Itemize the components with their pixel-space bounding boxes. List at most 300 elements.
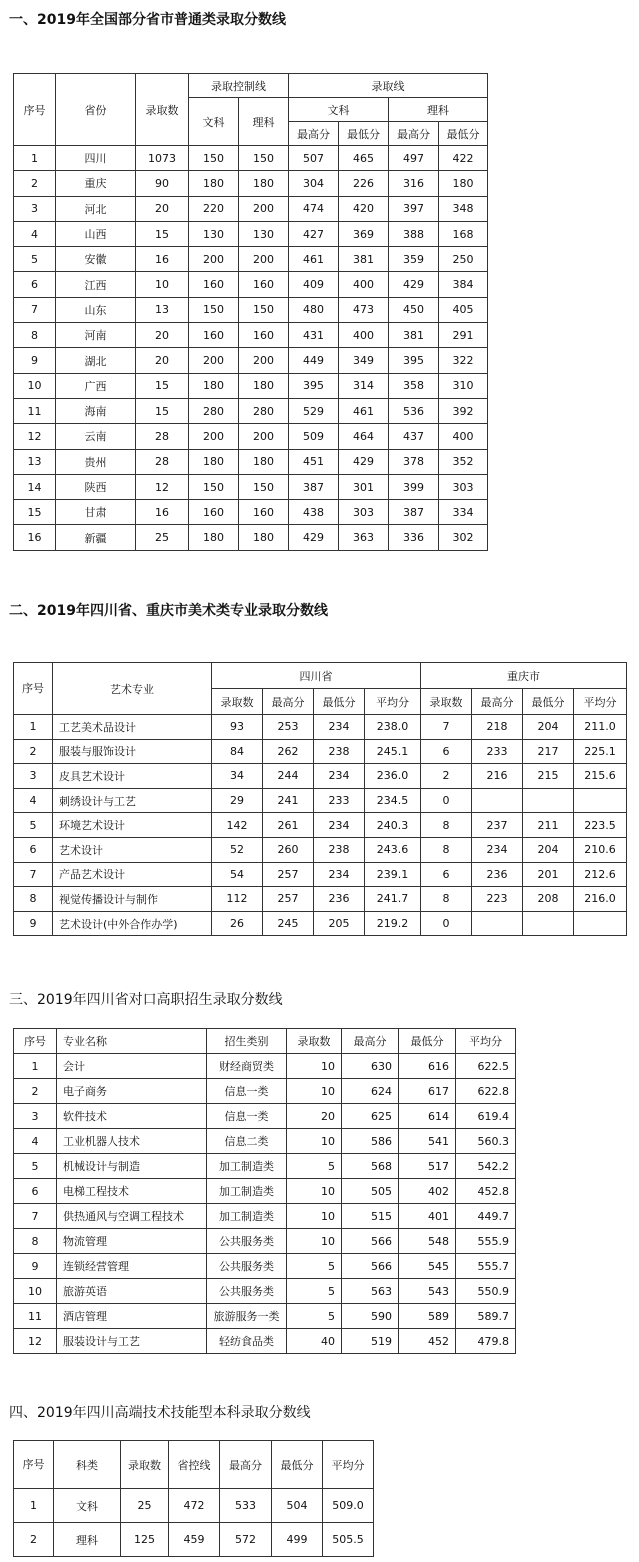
table-cell: 新疆: [56, 525, 136, 550]
table-cell: 0: [421, 788, 472, 813]
table-cell: 1: [14, 146, 56, 171]
table-cell: 223.5: [574, 813, 627, 838]
table-cell: 545: [399, 1254, 456, 1279]
table-cell: 180: [439, 171, 488, 196]
table-row: [14, 813, 627, 838]
table-cell: 9: [14, 911, 53, 936]
table-cell: 427: [289, 221, 339, 246]
table-cell: 信息一类: [207, 1079, 287, 1104]
table-cell: 257: [263, 862, 314, 887]
table-cell: 625: [342, 1104, 399, 1129]
table-cell: 150: [189, 474, 239, 499]
table-cell: 243.6: [365, 837, 421, 862]
table-cell: 7: [14, 1204, 57, 1229]
table-cell: 河北: [56, 196, 136, 221]
table-cell: 信息二类: [207, 1129, 287, 1154]
header-line-arts: 文科: [289, 98, 389, 122]
header-major: 艺术专业: [53, 663, 212, 715]
table-cell: 工艺美术品设计: [53, 715, 212, 740]
table-cell: 431: [289, 323, 339, 348]
table-cell: 加工制造类: [207, 1204, 287, 1229]
table-cell: 543: [399, 1279, 456, 1304]
table-cell: 文科: [54, 1489, 121, 1523]
table-row: [14, 398, 488, 423]
table-cell: 5: [287, 1254, 342, 1279]
table-cell: 海南: [56, 398, 136, 423]
table-cell: 241.7: [365, 887, 421, 912]
table-cell: 234: [314, 764, 365, 789]
table-cell: 湖北: [56, 348, 136, 373]
table-row: [14, 1104, 516, 1129]
table-cell: 13: [136, 297, 189, 322]
table-cell: 614: [399, 1104, 456, 1129]
table-cell: 125: [121, 1523, 169, 1557]
table-cell: 223: [472, 887, 523, 912]
table-cell: 重庆: [56, 171, 136, 196]
table-cell: 437: [389, 424, 439, 449]
table-row: [14, 146, 488, 171]
table-cell: 429: [389, 272, 439, 297]
table-cell: 8: [421, 887, 472, 912]
table-cell: 180: [189, 171, 239, 196]
table-cell: 20: [287, 1104, 342, 1129]
table-cell: 234: [314, 813, 365, 838]
table-cell: 566: [342, 1254, 399, 1279]
table-cell: 10: [136, 272, 189, 297]
table-cell: 334: [439, 500, 488, 525]
column-header: 序号: [14, 1441, 54, 1489]
table-cell: 241: [263, 788, 314, 813]
column-header: 最低分: [399, 1029, 456, 1054]
table-cell: 艺术设计: [53, 837, 212, 862]
table-cell: 395: [389, 348, 439, 373]
table-cell: 6: [14, 837, 53, 862]
table-cell: 384: [439, 272, 488, 297]
table-cell: 5: [14, 247, 56, 272]
table-cell: 180: [239, 171, 289, 196]
table-cell: 机械设计与制造: [57, 1154, 207, 1179]
table-cell: 11: [14, 1304, 57, 1329]
table-cell: 291: [439, 323, 488, 348]
table-cell: 15: [136, 398, 189, 423]
table-cell: 395: [289, 373, 339, 398]
header-province: 省份: [56, 74, 136, 146]
table-cell: 供热通风与空调工程技术: [57, 1204, 207, 1229]
table-cell: 473: [339, 297, 389, 322]
header-sc-avg: 平均分: [365, 689, 421, 715]
table-cell: 422: [439, 146, 488, 171]
table-cell: 358: [389, 373, 439, 398]
table-cell: 262: [263, 739, 314, 764]
table-cell: 物流管理: [57, 1229, 207, 1254]
table-cell: 212.6: [574, 862, 627, 887]
table-cell: 449: [289, 348, 339, 373]
table-cell: 10: [287, 1204, 342, 1229]
table-cell: 238.0: [365, 715, 421, 740]
table-cell: 180: [189, 373, 239, 398]
table-cell: 28: [136, 449, 189, 474]
header-cq-admitted: 录取数: [421, 689, 472, 715]
table-cell: 226: [339, 171, 389, 196]
table-cell: 180: [239, 449, 289, 474]
table-row: [14, 525, 488, 550]
table-cell: 理科: [54, 1523, 121, 1557]
table-cell: 215.6: [574, 764, 627, 789]
header-cq-max: 最高分: [472, 689, 523, 715]
table-cell: 624: [342, 1079, 399, 1104]
table-cell: 公共服务类: [207, 1229, 287, 1254]
table-cell: 399: [389, 474, 439, 499]
table-cell: 200: [189, 247, 239, 272]
table-cell: 260: [263, 837, 314, 862]
table-cell: 253: [263, 715, 314, 740]
table-cell: 541: [399, 1129, 456, 1154]
table-cell: 130: [239, 221, 289, 246]
table-cell: 451: [289, 449, 339, 474]
table-cell: 563: [342, 1279, 399, 1304]
table-cell: 200: [239, 424, 289, 449]
table-cell: 336: [389, 525, 439, 550]
table-cell: 160: [239, 272, 289, 297]
table-cell: 381: [339, 247, 389, 272]
table-cell: [523, 788, 574, 813]
table-cell: 533: [220, 1489, 272, 1523]
table-cell: 10: [287, 1229, 342, 1254]
table-cell: 245.1: [365, 739, 421, 764]
table-cell: 10: [287, 1179, 342, 1204]
table-cell: 10: [287, 1079, 342, 1104]
table-cell: 234: [314, 862, 365, 887]
column-header: 省控线: [169, 1441, 220, 1489]
table-cell: 广西: [56, 373, 136, 398]
table-cell: 517: [399, 1154, 456, 1179]
table-cell: 234.5: [365, 788, 421, 813]
section4-title: 四、2019年四川高端技术技能型本科录取分数线: [9, 1405, 311, 1421]
table-cell: 180: [239, 525, 289, 550]
table-cell: 322: [439, 348, 488, 373]
table-cell: 2: [421, 764, 472, 789]
table-cell: 软件技术: [57, 1104, 207, 1129]
table-cell: 1: [14, 1489, 54, 1523]
table-cell: 3: [14, 196, 56, 221]
section2-title: 二、2019年四川省、重庆市美术类专业录取分数线: [9, 603, 328, 619]
header-sc-admitted: 录取数: [212, 689, 263, 715]
table-cell: 5: [287, 1154, 342, 1179]
table-cell: 245: [263, 911, 314, 936]
table-cell: 201: [523, 862, 574, 887]
section3-title: 三、2019年四川省对口高职招生录取分数线: [9, 992, 283, 1008]
table-cell: 497: [389, 146, 439, 171]
table-cell: 352: [439, 449, 488, 474]
table-cell: 1: [14, 1054, 57, 1079]
table-cell: 465: [339, 146, 389, 171]
table-cell: 旅游英语: [57, 1279, 207, 1304]
table-cell: 20: [136, 348, 189, 373]
table-row: [14, 171, 488, 196]
table-cell: 11: [14, 398, 56, 423]
table-cell: 461: [339, 398, 389, 423]
table-cell: 378: [389, 449, 439, 474]
table-cell: 217: [523, 739, 574, 764]
table-cell: 贵州: [56, 449, 136, 474]
table-cell: 509: [289, 424, 339, 449]
table-cell: 504: [272, 1489, 323, 1523]
table-cell: 499: [272, 1523, 323, 1557]
table-cell: 12: [14, 424, 56, 449]
table-row: [14, 715, 627, 740]
table-cell: 400: [439, 424, 488, 449]
table-cell: 168: [439, 221, 488, 246]
table-row: [14, 449, 488, 474]
table-cell: 视觉传播设计与制作: [53, 887, 212, 912]
table-cell: 225.1: [574, 739, 627, 764]
table-cell: 公共服务类: [207, 1254, 287, 1279]
column-header: 最低分: [272, 1441, 323, 1489]
table-cell: 2: [14, 171, 56, 196]
table-cell: [472, 788, 523, 813]
column-header: 最高分: [220, 1441, 272, 1489]
table-cell: 314: [339, 373, 389, 398]
table-cell: 236: [472, 862, 523, 887]
header-arts-min: 最低分: [339, 122, 389, 146]
table-cell: 3: [14, 764, 53, 789]
table-cell: 财经商贸类: [207, 1054, 287, 1079]
table-cell: 244: [263, 764, 314, 789]
table-row: [14, 1054, 516, 1079]
table-cell: 6: [14, 272, 56, 297]
header-sc-max: 最高分: [263, 689, 314, 715]
table-cell: 电梯工程技术: [57, 1179, 207, 1204]
table-row: [14, 1154, 516, 1179]
table-cell: 84: [212, 739, 263, 764]
table-cell: 28: [136, 424, 189, 449]
table-row: [14, 1129, 516, 1154]
table-cell: 622.5: [456, 1054, 516, 1079]
table-cell: 200: [239, 348, 289, 373]
table-cell: 211.0: [574, 715, 627, 740]
table-cell: 464: [339, 424, 389, 449]
table-cell: 405: [439, 297, 488, 322]
table-cell: 陕西: [56, 474, 136, 499]
header-seq: 序号: [14, 663, 53, 715]
table-cell: 622.8: [456, 1079, 516, 1104]
table-cell: 8: [421, 837, 472, 862]
table-cell: 301: [339, 474, 389, 499]
table-cell: 261: [263, 813, 314, 838]
table-cell: 25: [121, 1489, 169, 1523]
table-cell: 40: [287, 1329, 342, 1354]
table-cell: 589: [399, 1304, 456, 1329]
table-cell: 461: [289, 247, 339, 272]
table-cell: 180: [239, 373, 289, 398]
table-cell: 236.0: [365, 764, 421, 789]
table-cell: 438: [289, 500, 339, 525]
table-cell: 14: [14, 474, 56, 499]
table-cell: 云南: [56, 424, 136, 449]
header-sc-min: 最低分: [314, 689, 365, 715]
table-cell: 429: [289, 525, 339, 550]
header-chongqing: 重庆市: [421, 663, 627, 689]
table-cell: 555.7: [456, 1254, 516, 1279]
table-cell: 233: [314, 788, 365, 813]
table-cell: 150: [189, 297, 239, 322]
table-cell: 402: [399, 1179, 456, 1204]
table-cell: 211: [523, 813, 574, 838]
table-cell: 25: [136, 525, 189, 550]
table-cell: 387: [289, 474, 339, 499]
table-cell: 112: [212, 887, 263, 912]
table-cell: 15: [136, 373, 189, 398]
header-science-max: 最高分: [389, 122, 439, 146]
table-cell: 150: [239, 474, 289, 499]
table-cell: 8: [14, 887, 53, 912]
table-row: [14, 1229, 516, 1254]
header-line-science: 理科: [389, 98, 488, 122]
column-header: 录取数: [121, 1441, 169, 1489]
table-cell: 10: [287, 1129, 342, 1154]
table-cell: 5: [287, 1279, 342, 1304]
table-cell: 20: [136, 196, 189, 221]
table-cell: 7: [14, 862, 53, 887]
table-cell: 381: [389, 323, 439, 348]
table-cell: 304: [289, 171, 339, 196]
table-cell: 山东: [56, 297, 136, 322]
table-cell: 218: [472, 715, 523, 740]
table-cell: 219.2: [365, 911, 421, 936]
table-row: [14, 837, 627, 862]
table-cell: 180: [189, 449, 239, 474]
table-row: [14, 1523, 374, 1557]
table-cell: 加工制造类: [207, 1179, 287, 1204]
table-cell: 5: [287, 1304, 342, 1329]
table-cell: 7: [14, 297, 56, 322]
table-cell: 13: [14, 449, 56, 474]
table-cell: 401: [399, 1204, 456, 1229]
table-cell: 479.8: [456, 1329, 516, 1354]
table-cell: 505.5: [323, 1523, 374, 1557]
table-cell: 316: [389, 171, 439, 196]
table-cell: 工业机器人技术: [57, 1129, 207, 1154]
table-cell: 450: [389, 297, 439, 322]
table-cell: 536: [389, 398, 439, 423]
table-row: [14, 1304, 516, 1329]
table-cell: 555.9: [456, 1229, 516, 1254]
header-arts-max: 最高分: [289, 122, 339, 146]
column-header: 科类: [54, 1441, 121, 1489]
table-cell: [574, 911, 627, 936]
table-row: [14, 1179, 516, 1204]
header-control-science: 理科: [239, 98, 289, 146]
table-cell: 208: [523, 887, 574, 912]
table-cell: 560.3: [456, 1129, 516, 1154]
table-cell: [472, 911, 523, 936]
table-cell: 16: [136, 247, 189, 272]
table-cell: 1: [14, 715, 53, 740]
table-cell: 160: [239, 323, 289, 348]
column-header: 招生类别: [207, 1029, 287, 1054]
table-cell: 15: [14, 500, 56, 525]
header-sichuan: 四川省: [212, 663, 421, 689]
table-cell: 387: [389, 500, 439, 525]
table-cell: [574, 788, 627, 813]
table-cell: 160: [189, 323, 239, 348]
table-cell: 0: [421, 911, 472, 936]
table-cell: 238: [314, 739, 365, 764]
table-row: [14, 373, 488, 398]
table-general-admission: [13, 73, 488, 551]
table-cell: 400: [339, 272, 389, 297]
table-cell: 302: [439, 525, 488, 550]
table-cell: 507: [289, 146, 339, 171]
table-cell: 产品艺术设计: [53, 862, 212, 887]
table-cell: 509.0: [323, 1489, 374, 1523]
table-cell: 452.8: [456, 1179, 516, 1204]
table-row: [14, 424, 488, 449]
table-cell: 轻纺食品类: [207, 1329, 287, 1354]
column-header: 专业名称: [57, 1029, 207, 1054]
table-cell: 6: [421, 739, 472, 764]
table-cell: 4: [14, 221, 56, 246]
table-cell: 515: [342, 1204, 399, 1229]
table-row: [14, 1279, 516, 1304]
table-cell: 239.1: [365, 862, 421, 887]
table-row: [14, 500, 488, 525]
table-cell: 388: [389, 221, 439, 246]
table-row: [14, 1329, 516, 1354]
table-cell: 392: [439, 398, 488, 423]
table-cell: 四川: [56, 146, 136, 171]
table-row: [14, 323, 488, 348]
table-cell: 3: [14, 1104, 57, 1129]
table-cell: [523, 911, 574, 936]
table-row: [14, 247, 488, 272]
table-cell: 29: [212, 788, 263, 813]
table-cell: 6: [421, 862, 472, 887]
table-cell: 204: [523, 715, 574, 740]
table-cell: 1073: [136, 146, 189, 171]
table-cell: 303: [339, 500, 389, 525]
table-row: [14, 221, 488, 246]
table-cell: 酒店管理: [57, 1304, 207, 1329]
table-cell: 93: [212, 715, 263, 740]
table-cell: 10: [14, 1279, 57, 1304]
header-cq-avg: 平均分: [574, 689, 627, 715]
table-row: [14, 764, 627, 789]
table-cell: 233: [472, 739, 523, 764]
table-cell: 472: [169, 1489, 220, 1523]
table-cell: 2: [14, 1523, 54, 1557]
table-row: [14, 911, 627, 936]
table-cell: 16: [14, 525, 56, 550]
table-cell: 409: [289, 272, 339, 297]
table-cell: 216.0: [574, 887, 627, 912]
table-row: [14, 1489, 374, 1523]
table-cell: 34: [212, 764, 263, 789]
table-cell: 205: [314, 911, 365, 936]
table-cell: 16: [136, 500, 189, 525]
table-cell: 12: [14, 1329, 57, 1354]
table-cell: 566: [342, 1229, 399, 1254]
table-cell: 8: [14, 323, 56, 348]
table-cell: 4: [14, 1129, 57, 1154]
column-header: 平均分: [323, 1441, 374, 1489]
table-cell: 160: [189, 500, 239, 525]
table-cell: 257: [263, 887, 314, 912]
table-cell: 150: [189, 146, 239, 171]
header-science-min: 最低分: [439, 122, 488, 146]
table-cell: 10: [14, 373, 56, 398]
table-cell: 150: [239, 297, 289, 322]
